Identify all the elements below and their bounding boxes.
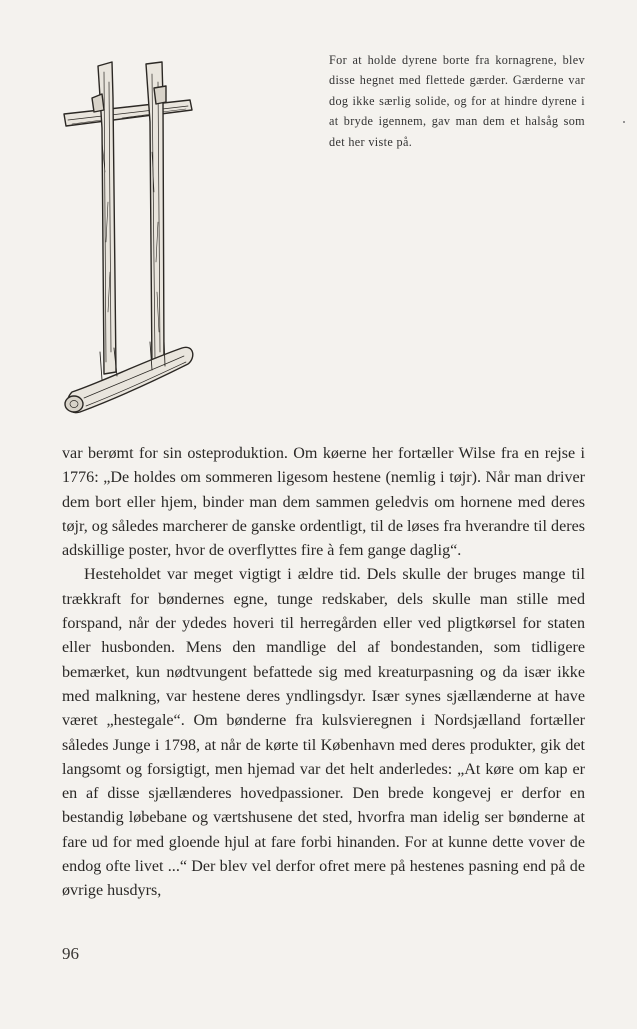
body-text xyxy=(62,442,585,904)
wooden-yoke-icon xyxy=(62,52,202,422)
figure-caption: For at holde dyrene borte fra kornagrene, blev disse hegnet med flettede gærder. Gærderne var dog ikke særlig solide, og for at hindre dyrene i at bryde igennem, gav man dem et halsåg som det her viste på. xyxy=(329,53,585,149)
print-speck xyxy=(623,121,625,123)
page-number: 96 xyxy=(62,944,79,963)
neck-yoke-illustration xyxy=(62,52,202,422)
paragraph: Hesteholdet var meget vigtigt i ældre tid. Dels skulle der bruges mange til trækkraft for bøndernes egne, tunge redskaber, dels skulle man stille med forspand, når der ydedes hoveri til herregården eller ved pligtkørsel for staten eller husbonden. Mens den mandlige del af bondestanden, som tidligere bemærket, kun nødtvungent befattede sig med kreaturpasning og da især ikke med malkning, var hestene deres yndlingsdyr. Især synes sjællænderne at have været „hestegale“. Om bønderne fra kulsvieregnen i Nordsjælland fortæller således Junge i 1798, at når de kørte til København med deres produkter, gik det langsomt og forsigtigt, men hjemad var det helt anderledes: „At køre om kap er en af disse sjællænderes hovedpassioner. Den brede kongevej er derfor en bestandig løbebane og værtshusene det sted, hvorfra man idelig ser bønderne at fare ud for med gloende hjul at fare forbi hinanden. For at kunne dette vover de endog ofte livet ...“ Der blev vel derfor ofret mere på hestenes pasning end på de øvrige husdyrs, xyxy=(62,566,585,900)
paragraph: var berømt for sin osteproduktion. Om køerne her fortæller Wilse fra en rejse i 1776: „De holdes om sommeren ligesom hestene (nemlig i tøjr). Når man driver dem bort eller hjem, binder man dem sammen geledvis om hornene med deres tøjr, og således marcherer de ganske ordentligt, til de løses fra hverandre til deres adskillige poster, hvor de overflyttes fire à fem gange daglig“. xyxy=(62,445,585,560)
